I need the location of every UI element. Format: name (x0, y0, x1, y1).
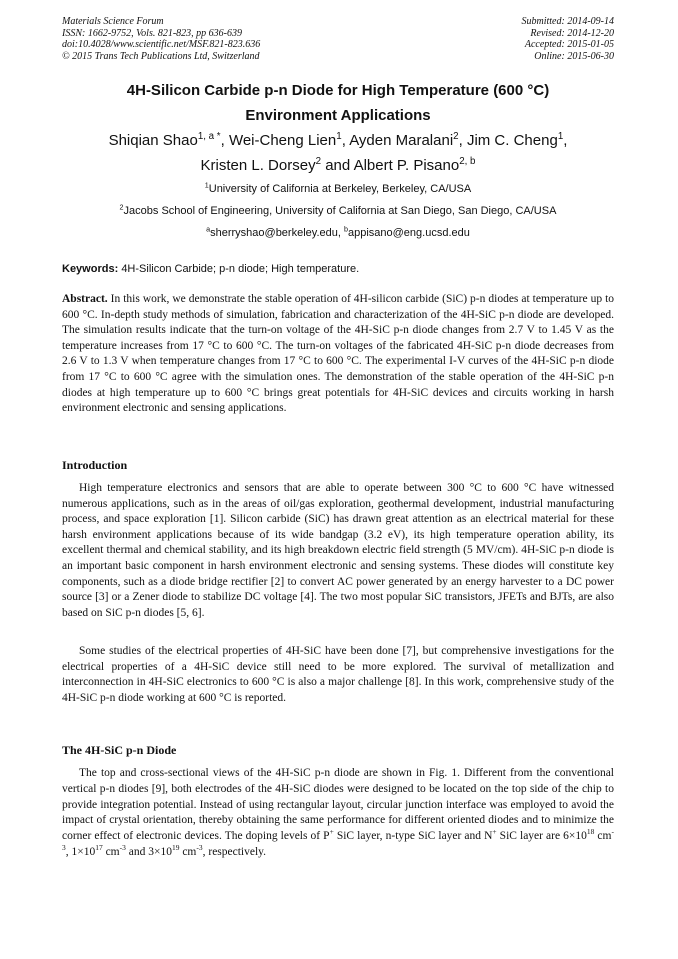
section2-paragraph-1 (62, 766, 614, 861)
paragraph-text: SiC layer are 6×10 (496, 830, 587, 843)
author-affiliation-mark: 2 (315, 156, 322, 167)
title-line-1: 4H-Silicon Carbide p-n Diode for High Temperature (600 °C) (126, 82, 550, 99)
author-affiliation-mark: 2 (453, 131, 459, 142)
keywords (62, 262, 614, 276)
journal-issn: ISSN: 1662-9752, Vols. 821-823, pp 636-639 (62, 27, 242, 39)
journal-header (62, 16, 260, 62)
date-accepted: Accepted: 2015-01-05 (524, 39, 614, 50)
authors-line-1: Shiqian Shao$^{1, a *}$, Wei-Cheng Lien$^1$, Ayden Maralani$^2$, Jim C. Cheng$^1$, (108, 131, 568, 149)
author-name: Kristen L. Dorsey (200, 157, 316, 174)
affiliation-text: University of California at Berkeley, Berkeley, CA/USA (208, 183, 472, 195)
affiliation-text: Jacobs School of Engineering, University of California at San Diego, San Diego, CA/USA (123, 205, 557, 217)
affiliation-mark: 2 (119, 203, 124, 212)
keywords-label: Keywords: (62, 263, 119, 275)
superscript: + (492, 827, 497, 837)
author-name: Albert P. Pisano (353, 157, 460, 174)
author-conjunction: and (325, 157, 351, 174)
author-affiliation-mark: 1 (336, 131, 342, 142)
affiliation-2 (62, 204, 614, 218)
author-name: Shiqian Shao (108, 132, 198, 149)
affiliation-1 (62, 182, 614, 196)
section-heading-pn-diode: The 4H-SiC p-n Diode (62, 743, 177, 757)
email-link[interactable]: appisano@eng.ucsd.edu (347, 227, 470, 239)
paragraph-text: , 1×10 (65, 845, 96, 858)
email-link[interactable]: sherryshao@berkeley.edu (210, 227, 338, 239)
email-mark: b (344, 225, 348, 234)
abstract (62, 292, 614, 417)
author-list (62, 128, 614, 178)
superscript: -3 (196, 843, 203, 853)
date-online: Online: 2015-06-30 (534, 50, 614, 62)
paragraph-text: cm (594, 830, 612, 843)
intro-paragraph-2: Some studies of the electrical properties of 4H-SiC have been done [7], but comprehensive investigations for the electrical properties of a 4H-SiC device still need to be more explored. The survival of metallization and interconnection in 4H-SiC electronics to 600 °C is also a major challenge [8]. In this work, comprehensive study of the 4H-SiC p-n diode working at 600 °C is reported. (62, 645, 614, 704)
keywords-text: 4H-Silicon Carbide; p-n diode; High temperature. (121, 263, 360, 275)
paragraph-text: cm (102, 845, 120, 858)
authors-line-2 (62, 153, 614, 178)
author-affiliation-mark: 2, b (459, 156, 476, 167)
author-affiliation-mark: 1 (557, 131, 564, 142)
author-affiliation-mark: 1, a * (197, 131, 221, 142)
superscript: -3 (119, 843, 126, 853)
paragraph-text: cm (179, 845, 197, 858)
journal-doi[interactable]: doi:10.4028/www.scientific.net/MSF.821-823.636 (62, 39, 261, 50)
email-mark: a (206, 225, 211, 234)
paragraph-text: The top and cross-sectional views of the 4H-SiC p-n diode are shown in Fig. 1. Different from the conventional vertical p-n diodes [9], both electrodes of the 4H-SiC diodes were designed to be located on the top side of the chip to provide integration potential. Instead of using rectangular layout, circular junction interface was employed to avoid the impact of crystal orientation, thereby obtaining the same performance for different oriented diodes and to minimize the corner effect of electronic devices. The doping levels of P (62, 767, 614, 843)
date-revised: Revised: 2014-12-20 (530, 27, 614, 39)
dates-header (522, 16, 615, 62)
paper-title (62, 78, 614, 128)
journal-name: Materials Science Forum (62, 16, 164, 27)
author-name: Wei-Cheng Lien (228, 132, 337, 149)
superscript: 17 (95, 843, 103, 853)
intro-paragraph-1: High temperature electronics and sensors that are able to operate between 300 °C to 600 °C have witnessed numerous applications, such as in the areas of oil/gas exploration, geothermal development, industrial manufacturing process, and space exploration [1]. Silicon carbide (SiC) has drawn great attention as an electrical material for these harsh environment applications because of its wide bandgap (3.2 eV), its high temperature operation ability, its excellent thermal and chemical stability, and its high breakdown electric field strength (5 MV/cm). 4H-SiC p-n diode is an important basic component in harsh environment electronic and sensing systems. These diodes will constitute key components, such as a diode bridge rectifier [2] to convert AC power generated by an energy harvester to a DC power source [3] or a Zener diode to stabilize DC voltage [4]. The two most popular SiC transistors, JFETs and BJTs, are also based on SiC p-n diodes [5, 6]. (62, 482, 614, 619)
section-heading-introduction: Introduction (62, 458, 128, 472)
affiliation-mark: 1 (204, 181, 209, 190)
paragraph-text: , respectively. (202, 845, 267, 858)
title-line-2: Environment Applications (245, 107, 431, 124)
date-submitted: Submitted: 2014-09-14 (521, 16, 614, 27)
paragraph-text: and 3×10 (125, 845, 172, 858)
superscript: 18 (586, 827, 595, 837)
superscript: -3 (62, 827, 614, 853)
author-name: Ayden Maralani (349, 132, 454, 149)
author-emails: $^a$sherryshao@berkeley.edu, $^b$appisano@eng.ucsd.edu (206, 225, 470, 239)
abstract-text: In this work, we demonstrate the stable operation of 4H-silicon carbide (SiC) p-n diodes at temperature up to 600 °C. In-depth study methods of simulation, fabrication and characterization of the 4H-SiC p-n diode are developed. The simulation results indicate that the turn-on voltage of the 4H-SiC p-n diode changes from 2.7 V to 1.45 V as the temperature increases from 17 °C to 600 °C. The turn-on voltages of the fabricated 4H-SiC p-n diode decreases from 2.6 V to 1.3 V when temperature changes from 17 °C to 600 °C. The experimental I-V curves of the 4H-SiC p-n diode from 17 °C to 600 °C agree with the simulation ones. The demonstration of the stable operation of the 4H-SiC p-n diodes at high temperature up to 600 °C brings great potentials for 4H-SiC devices and circuits working in harsh environment electronic and sensing applications. (62, 293, 615, 415)
superscript: 19 (171, 843, 180, 853)
superscript: + (329, 827, 334, 837)
abstract-label: Abstract. (62, 293, 108, 305)
author-name: Jim C. Cheng (466, 132, 558, 149)
journal-copyright: © 2015 Trans Tech Publications Ltd, Switzerland (62, 50, 260, 62)
paragraph-text: SiC layer, n-type SiC layer and N (333, 830, 493, 843)
